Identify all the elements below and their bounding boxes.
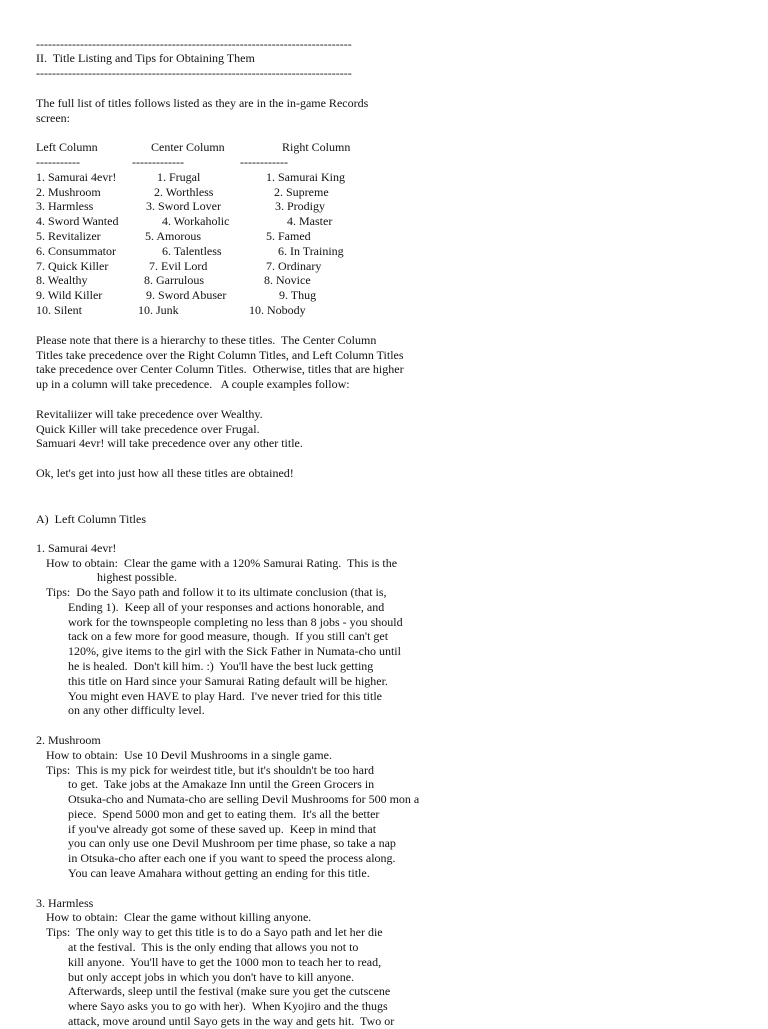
title-list-item-right: 5. Famed <box>266 229 311 243</box>
title-list-item-center: 3. Sword Lover <box>146 199 221 213</box>
title-list-item-center: 7. Evil Lord <box>149 259 208 273</box>
subsection-heading: A) Left Column Titles <box>36 512 147 526</box>
title-list-item-left: 6. Consummator <box>36 244 116 258</box>
intro-line: The full list of titles follows listed as they are in the in-game Records <box>36 96 369 110</box>
entry-tips-line: Tips: This is my pick for weirdest title, but it's shouldn't be too hard <box>46 763 374 777</box>
title-list-item-center: 4. Workaholic <box>162 214 230 228</box>
entry-title: 3. Harmless <box>36 896 94 910</box>
title-list-item-center: 2. Worthless <box>154 185 214 199</box>
title-list-item-center: 10. Junk <box>138 303 179 317</box>
entry-tips-line: this title on Hard since your Samurai Rating default will be higher. <box>68 674 388 688</box>
entry-obtain-line: highest possible. <box>97 570 177 584</box>
title-list-item-right: 1. Samurai King <box>266 170 345 184</box>
title-list-item-left: 1. Samurai 4evr! <box>36 170 117 184</box>
entry-tips-line: piece. Spend 5000 mon and get to eating them. It's all the better <box>68 807 380 821</box>
entry-obtain-line: How to obtain: Use 10 Devil Mushrooms in a single game. <box>46 748 332 762</box>
section-heading: II. Title Listing and Tips for Obtaining Them <box>36 51 255 65</box>
entry-obtain-line: How to obtain: Clear the game with a 120% Samurai Rating. This is the <box>46 556 398 570</box>
hierarchy-line: take precedence over Center Column Titles. Otherwise, titles that are higher <box>36 362 404 376</box>
title-list-item-left: 5. Revitalizer <box>36 229 101 243</box>
title-list-item-right: 4. Master <box>287 214 333 228</box>
hierarchy-line: up in a column will take precedence. A couple examples follow: <box>36 377 350 391</box>
entry-tips-line: at the festival. This is the only ending that allows you not to <box>68 940 359 954</box>
entry-tips-line: Otsuka-cho and Numata-cho are selling Devil Mushrooms for 500 mon a <box>68 792 420 806</box>
column-header-right: Right Column <box>282 140 351 154</box>
title-list-item-right: 8. Novice <box>264 273 311 287</box>
example-line: Quick Killer will take precedence over Frugal. <box>36 422 260 436</box>
entry-tips-line: attack, move around until Sayo gets in the way and gets hit. Two or <box>68 1014 395 1028</box>
entry-tips-line: Afterwards, sleep until the festival (make sure you get the cutscene <box>68 984 391 998</box>
title-list-item-left: 2. Mushroom <box>36 185 101 199</box>
entry-tips-line: Tips: The only way to get this title is to do a Sayo path and let her die <box>46 925 383 939</box>
entry-tips-line: in Otsuka-cho after each one if you want to speed the process along. <box>68 851 396 865</box>
transition-line: Ok, let's get into just how all these titles are obtained! <box>36 466 294 480</box>
example-line: Samuari 4evr! will take precedence over any other title. <box>36 436 303 450</box>
section-rule-top: ------------------------------------------------------------------------------- <box>36 37 352 51</box>
entry-tips-line: where Sayo asks you to go with her). When Kyojiro and the thugs <box>68 999 388 1013</box>
entry-tips-line: Tips: Do the Sayo path and follow it to its ultimate conclusion (that is, <box>46 585 387 599</box>
title-list-item-right: 10. Nobody <box>249 303 306 317</box>
title-list-item-center: 8. Garrulous <box>144 273 204 287</box>
title-list-item-left: 9. Wild Killer <box>36 288 103 302</box>
title-list-item-left: 10. Silent <box>36 303 83 317</box>
entry-tips-line: kill anyone. You'll have to get the 1000 mon to teach her to read, <box>68 955 382 969</box>
entry-tips-line: You might even HAVE to play Hard. I've never tried for this title <box>68 689 382 703</box>
entry-tips-line: he is healed. Don't kill him. :) You'll have the best luck getting <box>68 659 374 673</box>
entry-tips-line: work for the townspeople completing no less than 8 jobs - you should <box>68 615 403 629</box>
title-list-item-center: 1. Frugal <box>157 170 201 184</box>
title-list-item-left: 4. Sword Wanted <box>36 214 119 228</box>
entry-obtain-line: How to obtain: Clear the game without killing anyone. <box>46 910 312 924</box>
hierarchy-line: Please note that there is a hierarchy to these titles. The Center Column <box>36 333 377 347</box>
title-list-item-left: 7. Quick Killer <box>36 259 109 273</box>
entry-tips-line: Ending 1). Keep all of your responses and actions honorable, and <box>68 600 385 614</box>
column-header-center: Center Column <box>151 140 225 154</box>
column-rule-right: ------------ <box>240 155 288 169</box>
title-list-item-right: 2. Supreme <box>274 185 329 199</box>
entry-tips-line: to get. Take jobs at the Amakaze Inn until the Green Grocers in <box>68 777 375 791</box>
hierarchy-line: Titles take precedence over the Right Column Titles, and Left Column Titles <box>36 348 404 362</box>
title-list-item-center: 5. Amorous <box>145 229 202 243</box>
entry-tips-line: on any other difficulty level. <box>68 703 205 717</box>
column-rule-center: ------------- <box>132 155 184 169</box>
title-list-item-right: 9. Thug <box>279 288 317 302</box>
title-list-item-right: 3. Prodigy <box>275 199 326 213</box>
intro-line: screen: <box>36 111 70 125</box>
entry-title: 2. Mushroom <box>36 733 101 747</box>
entry-tips-line: tack on a few more for good measure, though. If you still can't get <box>68 629 389 643</box>
title-list-item-center: 6. Talentless <box>162 244 222 258</box>
entry-tips-line: you can only use one Devil Mushroom per time phase, so take a nap <box>68 836 396 850</box>
title-list-item-left: 3. Harmless <box>36 199 94 213</box>
title-list-item-center: 9. Sword Abuser <box>146 288 227 302</box>
example-line: Revitaliizer will take precedence over Wealthy. <box>36 407 263 421</box>
title-list-item-right: 7. Ordinary <box>266 259 322 273</box>
entry-tips-line: You can leave Amahara without getting an ending for this title. <box>68 866 370 880</box>
title-list-item-left: 8. Wealthy <box>36 273 88 287</box>
column-rule-left: ----------- <box>36 155 80 169</box>
title-list-item-right: 6. In Training <box>278 244 344 258</box>
entry-title: 1. Samurai 4evr! <box>36 541 117 555</box>
entry-tips-line: 120%, give items to the girl with the Sick Father in Numata-cho until <box>68 644 401 658</box>
section-rule-bottom: ------------------------------------------------------------------------------- <box>36 66 352 80</box>
entry-tips-line: if you've already got some of these saved up. Keep in mind that <box>68 822 377 836</box>
entry-tips-line: but only accept jobs in which you don't have to kill anyone. <box>68 970 355 984</box>
column-header-left: Left Column <box>36 140 98 154</box>
